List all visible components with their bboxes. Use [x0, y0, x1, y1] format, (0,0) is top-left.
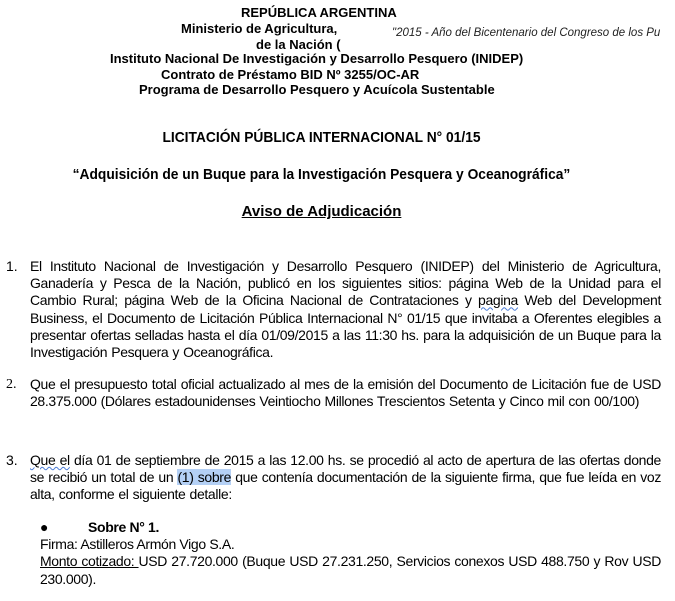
header-program: Programa de Desarrollo Pesquero y Acuícola Sustentable	[139, 82, 495, 97]
list-item	[6, 376, 661, 410]
item-text	[30, 452, 661, 504]
item-text-part: que contenía documentación de la siguiente firma, que fue leída en voz alta, conforme el siguiente detalle:	[30, 469, 661, 503]
selected-text[interactable]: (1) sobre	[177, 469, 232, 486]
spellcheck-word: Que el	[30, 452, 70, 468]
header-institute: Instituto Nacional De Investigación y Desarrollo Pesquero (INIDEP)	[110, 51, 524, 66]
item-text-part: día 01 de septiembre de 2015 a las 12.00 hs. se procedió al acto de apertura de las ofertas donde se recibió un total de un	[30, 452, 661, 486]
item-text	[30, 258, 661, 361]
sobre-heading	[40, 519, 661, 536]
spellcheck-word: pagina	[478, 292, 518, 309]
header-contract: Contrato de Préstamo BID Nº 3255/OC-AR	[161, 67, 420, 82]
item-number: 2.	[6, 377, 17, 392]
list-item	[6, 258, 661, 361]
bullet-icon: ●	[40, 519, 49, 535]
sobre-monto	[40, 553, 661, 587]
monto-value: USD 27.720.000 (Buque USD 27.231.250, Servicios conexos USD 488.750 y Rov USD 230.000).	[40, 553, 662, 587]
header-country: REPÚBLICA ARGENTINA	[241, 5, 397, 20]
document-notice: Aviso de Adjudicación	[241, 203, 402, 220]
monto-label: Monto cotizado:	[40, 553, 139, 570]
header-motto: "2015 - Año del Bicentenario del Congreso de los Pu	[392, 27, 661, 39]
item-text: Que el presupuesto total oficial actualizado al mes de la emisión del Documento de Licitación fue de USD 28.375.000 (Dólares estadounidenses Veintiocho Millones Trescientos Setenta y Cinco mil con 00/100)	[30, 376, 661, 410]
item-text-part: El Instituto Nacional de Investigación y Desarrollo Pesquero (INIDEP) del Ministerio de Agricultura, Ganadería y Pesca de la Nación, publicó en los siguientes sitios: página Web de la Unidad para el Cambio Rural; página Web de la Oficina Nacional de Contrataciones y	[30, 258, 661, 309]
list-item	[6, 452, 661, 504]
header-ministry-line1: Ministerio de Agricultura,	[181, 21, 338, 36]
item-number: 1.	[6, 258, 18, 274]
item-number: 3.	[6, 452, 18, 468]
header-ministry-line2: de la Nación (	[256, 37, 341, 52]
document-title: LICITACIÓN PÚBLICA INTERNACIONAL N° 01/15	[162, 129, 481, 146]
sobre-firma: Firma: Astilleros Armón Vigo S.A.	[40, 536, 235, 553]
document-subtitle: “Adquisición de un Buque para la Investigación Pesquera y Oceanográfica”	[72, 166, 571, 183]
item-text-part: Web del Development Business, el Documento de Licitación Pública Internacional N° 01/15 que invitaba a Oferentes elegibles a presentar ofertas selladas hasta el día 01/09/2015 a las 11:30 hs. para la adquisición de un Buque para la Investigación Pesquera y Oceanográfica.	[30, 292, 662, 361]
sobre-block	[40, 519, 661, 588]
sobre-title: Sobre N° 1.	[88, 519, 159, 535]
